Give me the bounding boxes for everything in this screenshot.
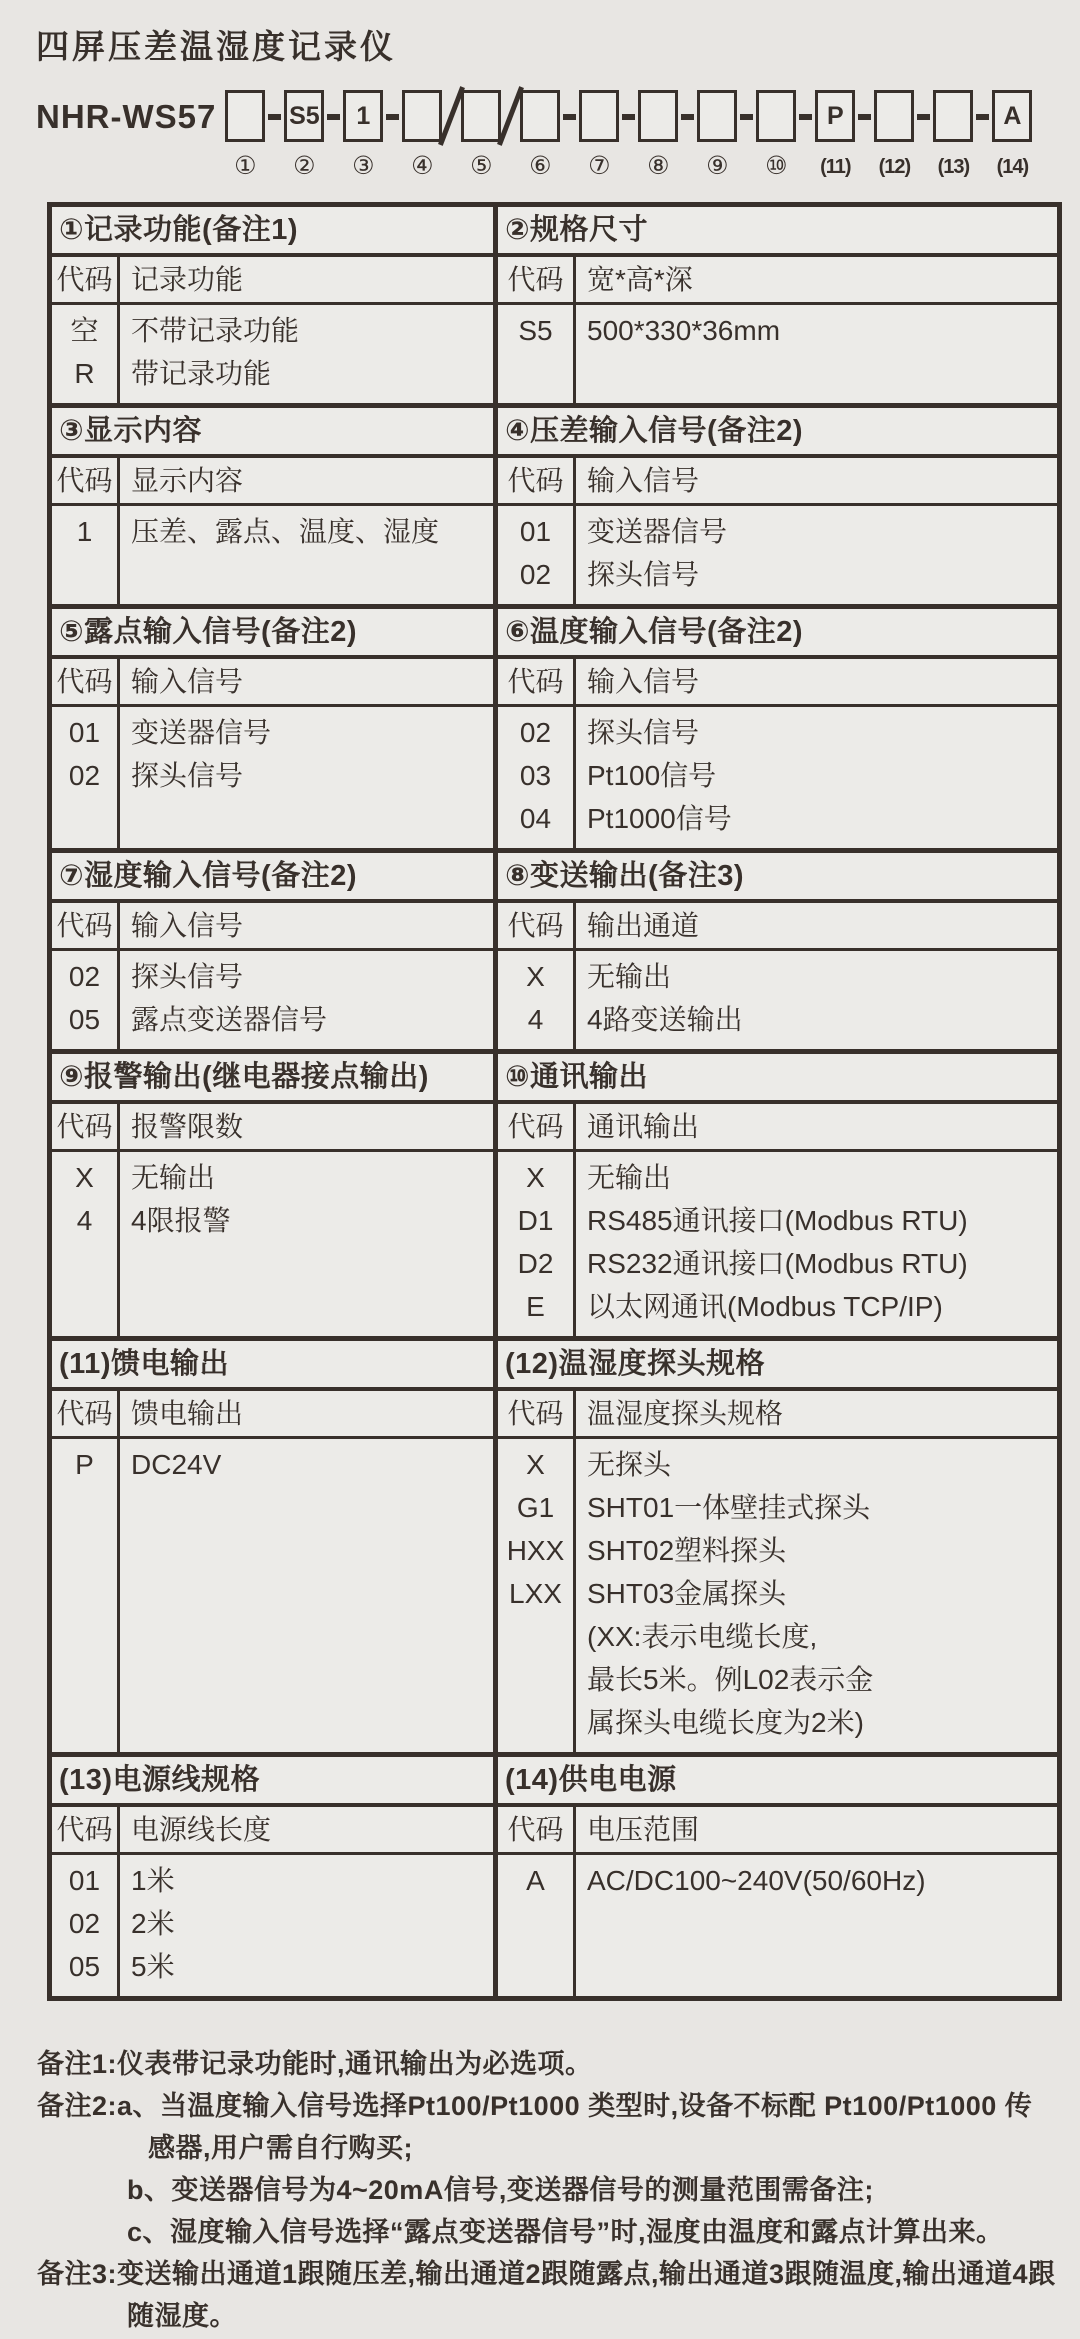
desc-cell-line: 带记录功能 [131, 358, 272, 389]
dash-separator [917, 114, 930, 120]
code-box [520, 90, 560, 142]
code-header-cell: 代码 [498, 458, 576, 503]
dash-separator [268, 114, 281, 120]
code-box [461, 90, 501, 142]
section [498, 1341, 1057, 1752]
section-title: ⑧变送输出(备注3) [498, 853, 1057, 903]
note-line: 备注3:变送输出通道1跟随压差,输出通道2跟随露点,输出通道3跟随温度,输出通道4跟 [37, 2259, 1056, 2289]
code-cell-line: LXX [509, 1578, 562, 1609]
code-cell-line: X [526, 961, 545, 992]
code-header-cell: 代码 [498, 659, 576, 704]
code-cell-line: 02 [68, 961, 101, 992]
code-segment [579, 90, 619, 180]
dash-separator [622, 114, 635, 120]
section-pair-row [52, 1752, 1057, 1996]
section-title: (14)供电电源 [498, 1757, 1057, 1807]
desc-column [120, 305, 493, 403]
desc-header-cell: 输入信号 [587, 666, 700, 697]
position-label: (11) [820, 156, 851, 178]
desc-cell-line: Pt1000信号 [587, 803, 732, 834]
code-header-cell: 代码 [52, 1807, 120, 1852]
section-header-row [498, 257, 1057, 305]
section [498, 609, 1057, 848]
desc-column [576, 1439, 1057, 1752]
code-header-cell: 代码 [498, 257, 576, 302]
section [498, 207, 1057, 403]
note-line: 随湿度。 [127, 2301, 237, 2331]
section-title: ①记录功能(备注1) [52, 207, 493, 257]
section-pair-row [52, 1336, 1057, 1752]
section-body [52, 506, 493, 604]
desc-cell-line: 500*330*36mm [587, 315, 781, 346]
code-cell-line: 01 [68, 1865, 101, 1896]
position-label: ⑤ [470, 152, 493, 180]
section [498, 408, 1057, 604]
code-segment [461, 90, 501, 180]
section-header-row [52, 903, 493, 951]
section-body [498, 1855, 1057, 1996]
code-column [498, 951, 576, 1049]
desc-cell-line: 属探头电缆长度为2米) [587, 1707, 864, 1738]
desc-column [120, 1439, 493, 1752]
section [498, 1054, 1057, 1336]
desc-cell-line: 压差、露点、温度、湿度 [131, 516, 440, 547]
code-cell-line: 05 [68, 1951, 101, 1982]
desc-column [576, 305, 1057, 403]
desc-header-cell: 宽*高*深 [587, 264, 693, 295]
code-header-cell: 代码 [498, 1807, 576, 1852]
note-line: 备注2:a、当温度输入信号选择Pt100/Pt1000 类型时,设备不标配 Pt100/Pt1000 传 [37, 2091, 1033, 2121]
spec-sheet-page [0, 26, 1080, 2337]
desc-header-cell: 报警限数 [131, 1111, 244, 1142]
desc-cell-line: 2米 [131, 1908, 175, 1939]
section-title: ⑥温度输入信号(备注2) [498, 609, 1057, 659]
code-cell-line: X [75, 1162, 94, 1193]
section-header-row [498, 903, 1057, 951]
desc-cell-line: 无探头 [587, 1449, 672, 1480]
desc-column [576, 1152, 1057, 1336]
desc-column [120, 951, 493, 1049]
section-header-row [498, 1807, 1057, 1855]
section-title: (13)电源线规格 [52, 1757, 493, 1807]
position-label: ② [293, 152, 316, 180]
section-body [52, 1439, 493, 1752]
section-header-row [52, 257, 493, 305]
code-box [638, 90, 678, 142]
desc-cell-line: SHT01一体壁挂式探头 [587, 1492, 871, 1523]
section-header-row [52, 458, 493, 506]
code-cell-line: 空 [70, 315, 99, 346]
code-cell-line: S5 [518, 315, 553, 346]
code-cell-line: 4 [76, 1205, 93, 1236]
code-column [498, 305, 576, 403]
desc-cell-line: 探头信号 [587, 559, 700, 590]
section-title: ⑩通讯输出 [498, 1054, 1057, 1104]
section [52, 408, 498, 604]
section-title: ④压差输入信号(备注2) [498, 408, 1057, 458]
desc-cell-line: 变送器信号 [587, 516, 728, 547]
position-label: ⑦ [588, 152, 611, 180]
section [52, 207, 498, 403]
code-segment [933, 90, 973, 182]
section-pair-row [52, 604, 1057, 848]
section-header-row [52, 1807, 493, 1855]
desc-cell-line: RS232通讯接口(Modbus RTU) [587, 1248, 968, 1279]
desc-header-cell: 馈电输出 [131, 1398, 244, 1429]
code-cell-line: 01 [68, 717, 101, 748]
code-box [579, 90, 619, 142]
note-line: b、变送器信号为4~20mA信号,变送器信号的测量范围需备注; [127, 2175, 874, 2205]
section-body [498, 707, 1057, 848]
desc-header-cell: 输入信号 [587, 465, 700, 496]
desc-header-cell: 电源线长度 [131, 1814, 272, 1845]
code-column [498, 707, 576, 848]
code-column [498, 1152, 576, 1336]
desc-cell-line: 最长5米。例L02表示金 [587, 1664, 874, 1695]
code-segment [756, 90, 796, 180]
code-cell-line: D1 [517, 1205, 554, 1236]
desc-column [576, 1855, 1057, 1996]
desc-header-cell: 显示内容 [131, 465, 244, 496]
notes-block [37, 2043, 1060, 2337]
section [52, 1341, 498, 1752]
code-cell-line: 02 [68, 760, 101, 791]
code-cell-line: 05 [68, 1004, 101, 1035]
section-title: (12)温湿度探头规格 [498, 1341, 1057, 1391]
section-title: ②规格尺寸 [498, 207, 1057, 257]
code-box [402, 90, 442, 142]
code-cell-line [498, 1658, 573, 1701]
section-body [52, 1152, 493, 1336]
code-header-cell: 代码 [52, 903, 120, 948]
code-segment [284, 90, 324, 180]
dash-separator [386, 114, 399, 120]
desc-header-cell: 温湿度探头规格 [587, 1398, 784, 1429]
section-body [52, 951, 493, 1049]
code-cell-line: 01 [519, 516, 552, 547]
section-header-row [52, 1104, 493, 1152]
section-title: ⑦湿度输入信号(备注2) [52, 853, 493, 903]
desc-cell-line: 无输出 [587, 1162, 672, 1193]
code-header-cell: 代码 [52, 1391, 120, 1436]
section-pair-row [52, 848, 1057, 1049]
code-box: A [992, 90, 1032, 142]
desc-cell-line: DC24V [131, 1449, 222, 1480]
desc-column [576, 707, 1057, 848]
section-header-row [52, 1391, 493, 1439]
code-cell-line: R [74, 358, 95, 389]
desc-cell-line: SHT03金属探头 [587, 1578, 787, 1609]
code-column [498, 1439, 576, 1752]
code-box [225, 90, 265, 142]
code-header-cell: 代码 [498, 1391, 576, 1436]
code-header-cell: 代码 [52, 659, 120, 704]
desc-cell-line: 探头信号 [131, 760, 244, 791]
code-box [756, 90, 796, 142]
code-segment [343, 90, 383, 180]
code-cell-line: A [526, 1865, 545, 1896]
section-title: (11)馈电输出 [52, 1341, 493, 1391]
code-box: P [815, 90, 855, 142]
desc-cell-line: SHT02塑料探头 [587, 1535, 787, 1566]
code-column [52, 1439, 120, 1752]
section-header-row [498, 1391, 1057, 1439]
section-title: ⑤露点输入信号(备注2) [52, 609, 493, 659]
dash-separator [681, 114, 694, 120]
code-header-cell: 代码 [52, 458, 120, 503]
position-label: ① [234, 152, 257, 180]
code-segment [225, 90, 265, 180]
desc-header-cell: 输出通道 [587, 910, 700, 941]
dash-separator [799, 114, 812, 120]
note-line: c、湿度输入信号选择“露点变送器信号”时,湿度由温度和露点计算出来。 [127, 2217, 1004, 2247]
position-label: ⑩ [765, 152, 788, 180]
section-body [498, 305, 1057, 403]
code-cell-line: D2 [517, 1248, 554, 1279]
section-body [498, 1439, 1057, 1752]
code-header-cell: 代码 [498, 903, 576, 948]
desc-cell-line: 无输出 [587, 961, 672, 992]
desc-column [120, 506, 493, 604]
code-column [52, 707, 120, 848]
position-label: ③ [352, 152, 375, 180]
section-pair-row [52, 403, 1057, 604]
code-header-cell: 代码 [498, 1104, 576, 1149]
desc-header-cell: 输入信号 [131, 666, 244, 697]
order-table [47, 202, 1062, 2001]
position-label: ⑧ [647, 152, 670, 180]
code-cell-line: X [526, 1449, 545, 1480]
code-cell-line: E [526, 1291, 545, 1322]
code-box: S5 [284, 90, 324, 142]
code-cell-line: P [75, 1449, 94, 1480]
code-cell-line: 02 [519, 717, 552, 748]
desc-cell-line: 露点变送器信号 [131, 1004, 328, 1035]
note-line: 备注1:仪表带记录功能时,通讯输出为必选项。 [37, 2049, 593, 2079]
desc-cell-line: RS485通讯接口(Modbus RTU) [587, 1205, 968, 1236]
code-segment [697, 90, 737, 180]
code-column [52, 951, 120, 1049]
desc-cell-line: 无输出 [131, 1162, 216, 1193]
code-box [697, 90, 737, 142]
code-cell-line: 02 [68, 1908, 101, 1939]
desc-cell-line: 不带记录功能 [131, 315, 300, 346]
code-header-cell: 代码 [52, 257, 120, 302]
section-body [498, 951, 1057, 1049]
position-label: (12) [878, 156, 911, 178]
dash-separator [858, 114, 871, 120]
desc-column [576, 506, 1057, 604]
dash-separator [740, 114, 753, 120]
code-cell-line: 03 [519, 760, 552, 791]
code-segment [815, 90, 855, 182]
code-cell-line: 1 [76, 516, 93, 547]
section-body [498, 1152, 1057, 1336]
desc-cell-line: 1米 [131, 1865, 175, 1896]
section-header-row [498, 1104, 1057, 1152]
position-label: ⑨ [706, 152, 729, 180]
desc-cell-line: 5米 [131, 1951, 175, 1982]
code-cell-line: 04 [519, 803, 552, 834]
dash-separator [327, 114, 340, 120]
section [498, 853, 1057, 1049]
code-box [874, 90, 914, 142]
desc-cell-line: 以太网通讯(Modbus TCP/IP) [587, 1291, 943, 1322]
section [52, 1757, 498, 1996]
code-box [933, 90, 973, 142]
model-prefix: NHR-WS57 [36, 98, 217, 135]
code-segment [638, 90, 678, 180]
code-segment [992, 90, 1032, 182]
desc-header-cell: 输入信号 [131, 910, 244, 941]
desc-cell-line: AC/DC100~240V(50/60Hz) [587, 1865, 926, 1896]
position-label: ④ [411, 152, 434, 180]
model-code-segments [225, 90, 1032, 182]
code-cell-line: 4 [527, 1004, 544, 1035]
desc-header-cell: 记录功能 [131, 264, 244, 295]
desc-column [120, 1152, 493, 1336]
code-segment [520, 90, 560, 180]
section [52, 1054, 498, 1336]
desc-header-cell: 通讯输出 [587, 1111, 700, 1142]
desc-column [576, 951, 1057, 1049]
code-cell-line: X [526, 1162, 545, 1193]
code-column [52, 1152, 120, 1336]
desc-cell-line: 变送器信号 [131, 717, 272, 748]
code-header-cell: 代码 [52, 1104, 120, 1149]
section-body [498, 506, 1057, 604]
code-cell-line [498, 1701, 573, 1744]
desc-cell-line: 探头信号 [587, 717, 700, 748]
section [52, 609, 498, 848]
code-box: 1 [343, 90, 383, 142]
position-label: (13) [937, 156, 970, 178]
section-header-row [498, 659, 1057, 707]
desc-column [120, 1855, 493, 1996]
note-line: 感器,用户需自行购买; [148, 2133, 413, 2163]
page-title: 四屏压差温湿度记录仪 [36, 28, 396, 65]
code-column [498, 506, 576, 604]
position-label: (14) [996, 156, 1029, 178]
desc-cell-line: 4路变送输出 [587, 1004, 743, 1035]
section-header-row [498, 458, 1057, 506]
section-title: ⑨报警输出(继电器接点输出) [52, 1054, 493, 1104]
section-title: ③显示内容 [52, 408, 493, 458]
section-body [52, 1855, 493, 1996]
code-segment [874, 90, 914, 182]
desc-cell-line: 探头信号 [131, 961, 244, 992]
code-cell-line: HXX [506, 1535, 565, 1566]
desc-cell-line: Pt100信号 [587, 760, 717, 791]
code-column [52, 1855, 120, 1996]
code-column [52, 506, 120, 604]
desc-cell-line: (XX:表示电缆长度, [587, 1621, 818, 1652]
section-pair-row [52, 207, 1057, 403]
section [52, 853, 498, 1049]
dash-separator [976, 114, 989, 120]
code-segment [402, 90, 442, 180]
section-body [52, 305, 493, 403]
section-header-row [52, 659, 493, 707]
code-cell-line [498, 1615, 573, 1658]
section [498, 1757, 1057, 1996]
dash-separator [563, 114, 576, 120]
code-column [52, 305, 120, 403]
desc-cell-line: 4限报警 [131, 1205, 231, 1236]
code-cell-line: 02 [519, 559, 552, 590]
section-pair-row [52, 1049, 1057, 1336]
desc-header-cell: 电压范围 [587, 1814, 700, 1845]
position-label: ⑥ [529, 152, 552, 180]
model-code-line [36, 90, 1080, 182]
section-body [52, 707, 493, 848]
desc-column [120, 707, 493, 848]
code-column [498, 1855, 576, 1996]
code-cell-line: G1 [516, 1492, 555, 1523]
